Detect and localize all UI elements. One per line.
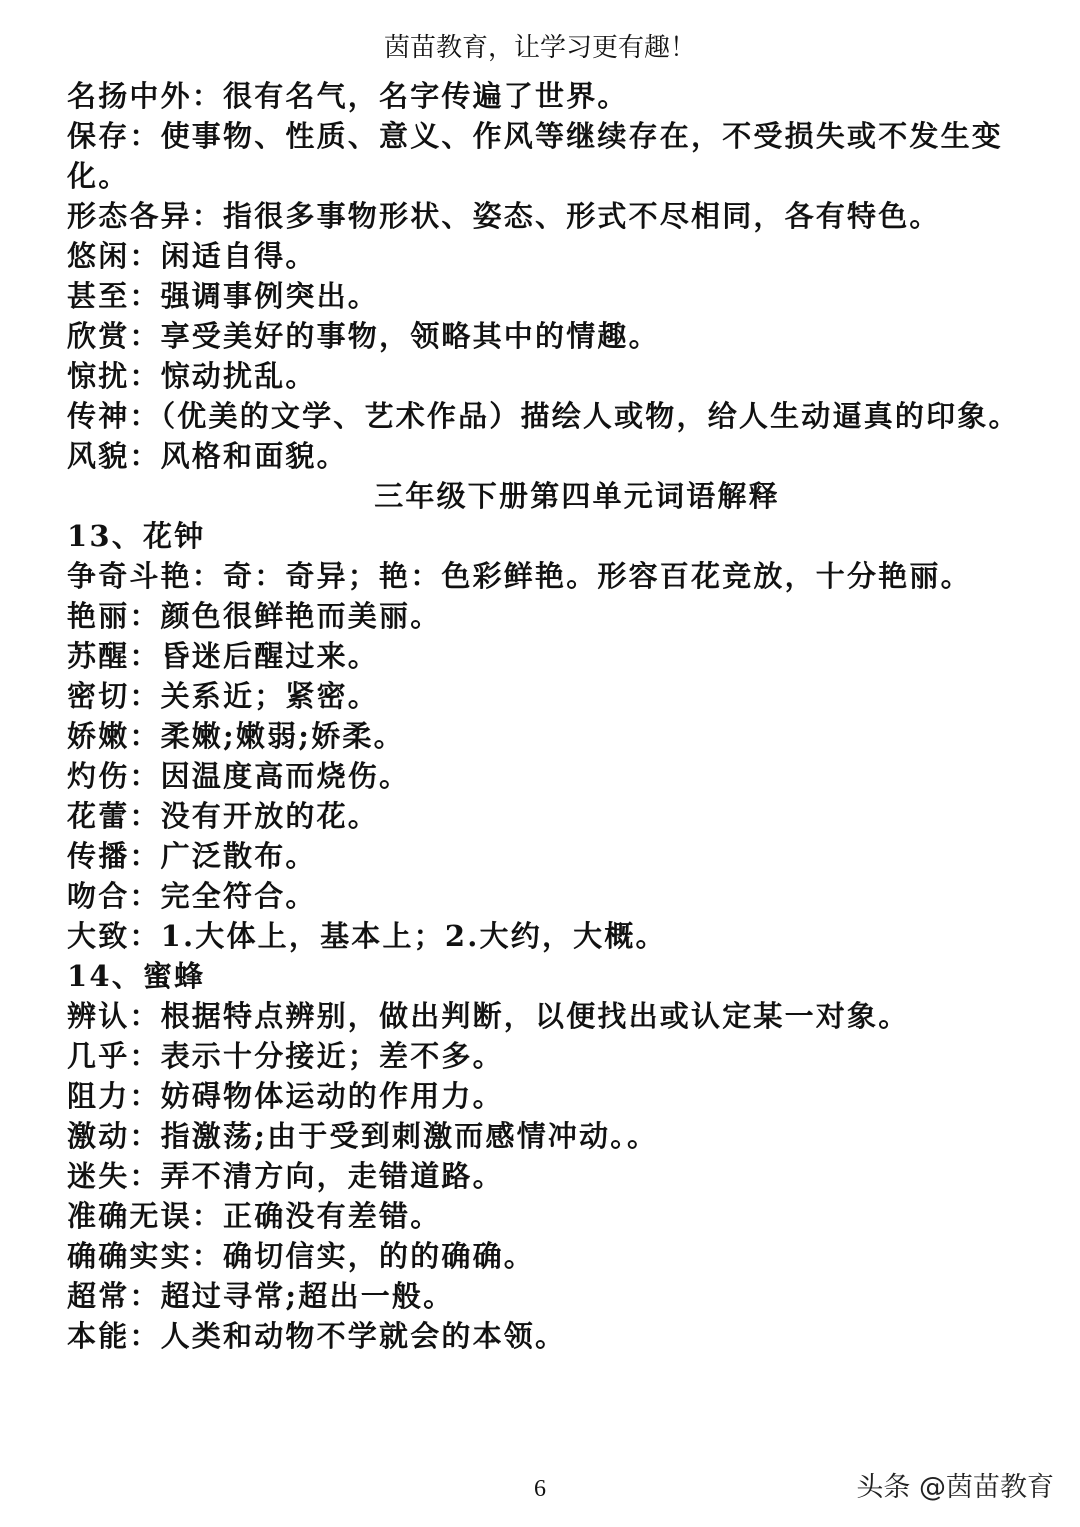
document-body <box>67 76 1027 1356</box>
entry-mishi: 迷失：弄不清方向，走错道路。 <box>67 1159 504 1193</box>
page-header: 茵苗教育，让学习更有趣！ <box>383 33 696 63</box>
watermark: 头条 @茵苗教育 <box>856 1472 1054 1503</box>
entry-chuanshen: 传神：（优美的文学、艺术作品）描绘人或物，给人生动逼真的印象。 <box>67 399 1020 433</box>
entry-zhengqi: 争奇斗艳：奇：奇异；艳：色彩鲜艳。形容百花竞放，十分艳丽。 <box>67 559 972 593</box>
entry-dazhi: 大致：1.大体上，基本上；2.大约，大概。 <box>67 919 667 953</box>
entry-queque: 确确实实：确切信实，的的确确。 <box>67 1239 536 1273</box>
entry-wenhe: 吻合：完全符合。 <box>67 879 317 913</box>
unit-title: 三年级下册第四单元词语解释 <box>374 479 780 513</box>
page-number: 6 <box>534 1476 546 1502</box>
entry-fengmao: 风貌：风格和面貌。 <box>67 439 348 473</box>
entry-shenzhi: 甚至：强调事例突出。 <box>67 279 380 313</box>
lesson-heading-14: 14、蜜蜂 <box>67 959 206 993</box>
entry-jingrao: 惊扰：惊动扰乱。 <box>67 359 317 393</box>
entry-hualei: 花蕾：没有开放的花。 <box>67 799 380 833</box>
entry-yanli: 艳丽：颜色很鲜艳而美丽。 <box>67 599 442 633</box>
entry-bianren: 辨认：根据特点辨别，做出判断，以便找出或认定某一对象。 <box>67 999 910 1033</box>
entry-suxing: 苏醒：昏迷后醒过来。 <box>67 639 380 673</box>
entry-youxian: 悠闲：闲适自得。 <box>67 239 317 273</box>
entry-chuanbo: 传播：广泛散布。 <box>67 839 317 873</box>
entry-zhunque: 准确无误：正确没有差错。 <box>67 1199 442 1233</box>
entry-jihu: 几乎：表示十分接近；差不多。 <box>67 1039 504 1073</box>
entry-chaochang: 超常：超过寻常;超出一般。 <box>67 1279 455 1313</box>
entry-xinshang: 欣赏：享受美好的事物，领略其中的情趣。 <box>67 319 660 353</box>
entry-xingtai: 形态各异：指很多事物形状、姿态、形式不尽相同，各有特色。 <box>67 199 941 233</box>
entry-miqie: 密切：关系近；紧密。 <box>67 679 380 713</box>
lesson-heading-13: 13、花钟 <box>67 519 206 553</box>
entry-jidong: 激动：指激荡;由于受到刺激而感情冲动。。 <box>67 1119 659 1153</box>
entry-jiaonen: 娇嫩：柔嫩;嫩弱;娇柔。 <box>67 719 405 753</box>
entry-benneng: 本能：人类和动物不学就会的本领。 <box>67 1319 567 1353</box>
entry-zhuoshang: 灼伤：因温度高而烧伤。 <box>67 759 411 793</box>
entry-mingyang: 名扬中外：很有名气，名字传遍了世界。 <box>67 79 629 113</box>
entry-baocun: 保存：使事物、性质、意义、作风等继续存在，不受损失或不发生变化。 <box>67 119 1004 193</box>
entry-zuli: 阻力：妨碍物体运动的作用力。 <box>67 1079 504 1113</box>
